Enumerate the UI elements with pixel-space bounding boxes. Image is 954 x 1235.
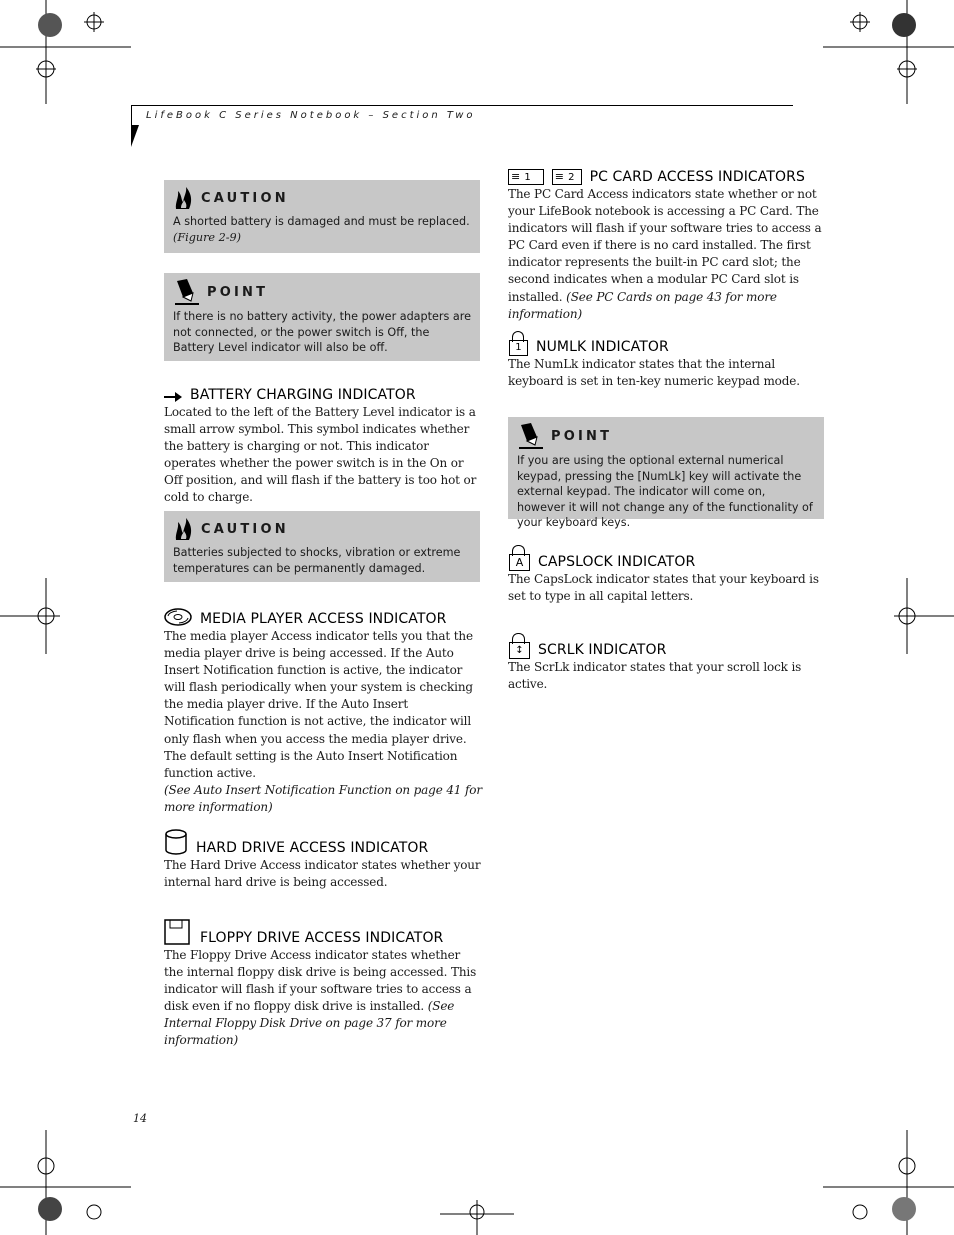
- caution-flame-icon: [173, 517, 195, 541]
- page-number: 14: [133, 1112, 147, 1125]
- section-body: The NumLk indicator states that the internal keyboard is set in ten-key numeric keypad mode.: [508, 357, 800, 389]
- section-ref: (See PC Cards on page 43 for more information): [508, 289, 777, 321]
- section-body: Located to the left of the Battery Level indicator is a small arrow symbol. This symbol indicates whether the battery is charging or not. This indicator operates whether the power switch is in the On or Off position, and will flash if the battery is too hot or cold to charge.: [164, 405, 477, 505]
- numlk-section: [508, 331, 824, 390]
- section-title: CAPSLOCK INDICATOR: [538, 554, 696, 570]
- section-ref: (See Internal Floppy Disk Drive on page 37 for more information): [164, 999, 455, 1048]
- pc-card-slot-1-icon: ≡ 1: [508, 169, 544, 185]
- capslock-icon-label: A: [509, 554, 530, 571]
- point-pencil-icon: [517, 423, 545, 449]
- scrlk-section: [508, 633, 824, 693]
- caution-flame-icon: [173, 186, 195, 210]
- hard-drive-icon: [164, 828, 188, 856]
- section-body: The Hard Drive Access indicator states whether your internal hard drive is being accessed.: [164, 858, 481, 890]
- pc-card-slot-1-number: 1: [524, 171, 531, 183]
- section-ref: (See Auto Insert Notification Function on page 41 for more information): [164, 782, 482, 814]
- floppy-drive-section: [164, 918, 482, 1050]
- point-text: If you are using the optional external numerical keypad, pressing the [NumLk] key will activate the external keypad. The indicator will come on, however it will not change any of the functionality of your keyboard keys.: [517, 454, 813, 529]
- capslock-lock-icon: [508, 545, 530, 570]
- section-title: BATTERY CHARGING INDICATOR: [190, 387, 416, 403]
- caution-label: CAUTION: [201, 521, 289, 537]
- capslock-section: [508, 545, 824, 605]
- point-pencil-icon: [173, 279, 201, 305]
- caution-box: [164, 511, 480, 582]
- section-body: The media player Access indicator tells you that the media player drive is being accessed. If the Auto Insert Notification function is active, the indicator will flash periodically when your system is checking the media player drive. If the Auto Insert Notification function is not active, the indicator will only flash when you access the media player drive. The default setting is the Auto Insert Notification function active.: [164, 629, 473, 780]
- header-bar: [131, 105, 132, 127]
- section-title: MEDIA PLAYER ACCESS INDICATOR: [200, 611, 447, 627]
- numlk-icon-label: 1: [509, 340, 528, 356]
- header-tab: [131, 125, 139, 147]
- section-title: PC CARD ACCESS INDICATORS: [589, 169, 805, 185]
- point-box: [508, 417, 824, 529]
- section-title: SCRLK INDICATOR: [538, 642, 667, 658]
- section-title: FLOPPY DRIVE ACCESS INDICATOR: [200, 930, 444, 946]
- running-title: LifeBook C Series Notebook – Section Two: [146, 110, 476, 121]
- floppy-disk-icon: [164, 918, 192, 946]
- point-label: POINT: [551, 428, 613, 444]
- point-text: If there is no battery activity, the power adapters are not connected, or the power switch is Off, the Battery Level indicator will also be off.: [173, 310, 471, 354]
- section-body: The CapsLock indicator states that your keyboard is set to type in all capital letters.: [508, 572, 819, 604]
- media-player-section: [164, 607, 482, 816]
- caution-text: Batteries subjected to shocks, vibration or extreme temperatures can be permanently damaged.: [173, 546, 461, 575]
- scrlk-lock-icon: ↕: [508, 633, 530, 658]
- section-body: The Floppy Drive Access indicator states whether the internal floppy disk drive is being accessed. This indicator will flash if your software tries to access a disk even if no floppy disk drive is installed.: [164, 948, 477, 1014]
- point-label: POINT: [207, 284, 269, 300]
- caution-label: CAUTION: [201, 190, 289, 206]
- caution-ref: (Figure 2-9): [173, 230, 241, 244]
- section-body: The ScrLk indicator states that your scroll lock is active.: [508, 660, 802, 692]
- point-box: [164, 273, 480, 361]
- media-disc-icon: [164, 607, 192, 627]
- pc-card-slot-2-number: 2: [568, 171, 575, 183]
- section-title: HARD DRIVE ACCESS INDICATOR: [196, 840, 429, 856]
- numlk-lock-icon: [508, 331, 528, 355]
- header-rule: [131, 105, 793, 106]
- pc-card-slot-2-icon: ≡ 2: [552, 169, 582, 185]
- battery-charging-section: [164, 387, 482, 507]
- arrow-right-icon: [164, 391, 182, 403]
- section-title: NUMLK INDICATOR: [536, 339, 669, 355]
- caution-text: A shorted battery is damaged and must be replaced.: [173, 215, 470, 228]
- caution-box: [164, 180, 480, 253]
- hard-drive-section: [164, 828, 482, 891]
- pc-card-section: [508, 169, 824, 323]
- section-body: The PC Card Access indicators state whether or not your LifeBook notebook is accessing a PC Card. The indicators will flash if your software tries to access a PC Card even if there is no card installed. The first indicator represents the built-in PC card slot; the second indicates when a modular PC Card slot is installed.: [508, 187, 822, 304]
